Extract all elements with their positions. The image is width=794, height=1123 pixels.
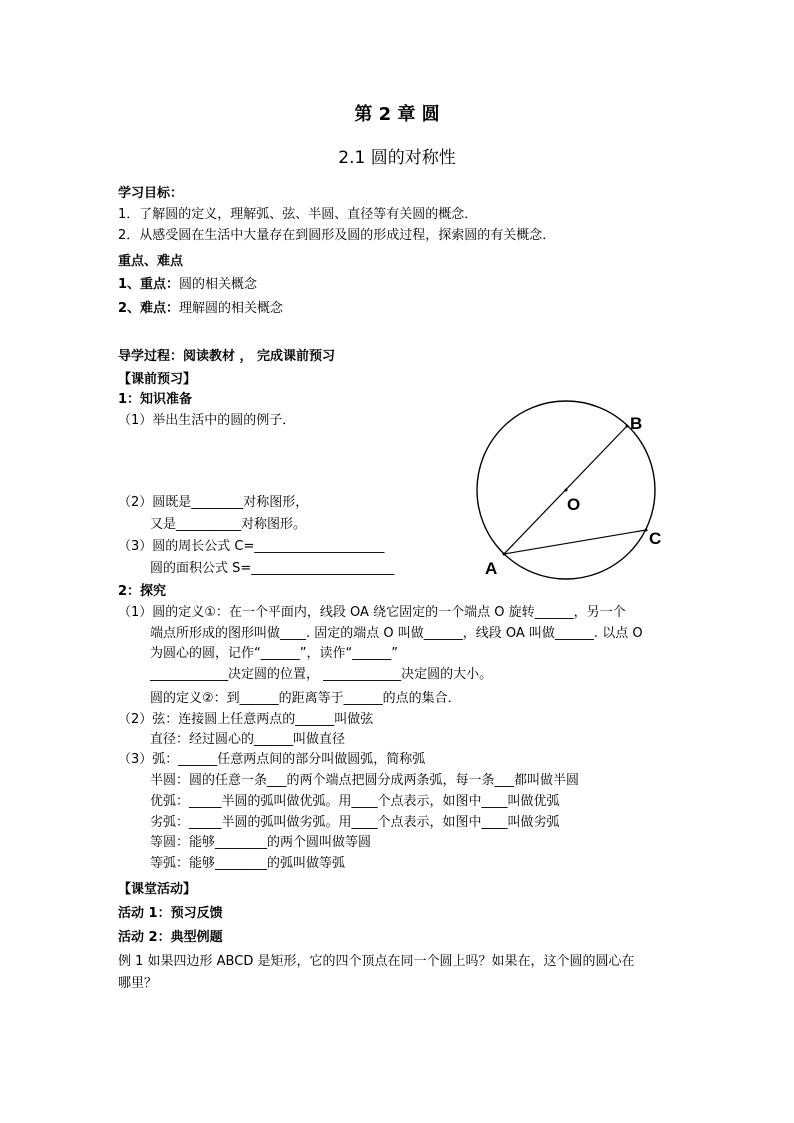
label-c: C	[649, 529, 662, 548]
explore-line: 等弧：能够________的弧叫做等弧	[150, 856, 346, 871]
label-a: A	[485, 559, 498, 578]
explore-line: （2）弦：连接圆上任意两点的______叫做弦	[118, 712, 374, 727]
explore-line: 为圆心的圆，记作“______”，读作“______”	[150, 646, 398, 661]
point-c-dot	[645, 529, 648, 532]
prep-item: 圆的面积公式 S=______________________	[150, 561, 395, 576]
explore-line: 半圆：圆的任意一条___的两个端点把圆分成两条弧，每一条___都叫做半圆	[150, 773, 580, 788]
label-o: O	[567, 495, 581, 514]
prep-item: （3）圆的周长公式 C=____________________	[118, 539, 385, 554]
goal-item: 2．从感受圆在生活中大量存在到圆形及圆的形成过程，探索圆的有关概念．	[118, 228, 556, 243]
explore-heading: 2：探究	[118, 584, 167, 599]
prep-heading: 1：知识准备	[118, 392, 193, 407]
explore-line: ____________决定圆的位置， ____________决定圆的大小。	[150, 667, 493, 682]
goals-heading: 学习目标：	[118, 186, 184, 201]
hard-text: 理解圆的相关概念	[179, 301, 284, 316]
prep-item: 又是__________对称图形。	[150, 517, 307, 532]
explore-line: 等圆：能够________的两个圆叫做等圆	[150, 835, 372, 850]
explore-line: 圆的定义②：到______的距离等于______的点的集合．	[150, 691, 461, 706]
process-heading: 导学过程：阅读教材 ， 完成课前预习	[118, 349, 336, 364]
hard-label: 2、难点：	[118, 301, 180, 316]
activity-2: 活动 2：典型例题	[118, 930, 223, 945]
explore-line: 端点所形成的图形叫做____. 固定的端点 O 叫做______，线段 OA 叫做______. 以点 O	[150, 626, 643, 641]
center-dot	[565, 489, 568, 492]
explore-line: （3）弧：______任意两点间的部分叫做圆弧，简称弧	[118, 752, 426, 767]
activity-1: 活动 1：预习反馈	[118, 906, 223, 921]
prep-item: （1）举出生活中的圆的例子．	[118, 413, 296, 428]
chapter-title: 第 2 章 圆	[354, 104, 440, 125]
key-point-line	[118, 276, 257, 294]
label-b: B	[630, 414, 643, 433]
hard-point-line	[118, 300, 283, 318]
point-a-dot	[503, 553, 506, 556]
prep-item: （2）圆既是________对称图形，	[118, 495, 309, 510]
chord-ac	[504, 530, 646, 554]
key-label: 1、重点：	[118, 277, 180, 292]
example-1-line: 哪里？	[118, 976, 158, 991]
key-points-heading: 重点、难点	[118, 254, 184, 269]
explore-line: （1）圆的定义①：在一个平面内，线段 OA 绕它固定的一个端点 O 旋转______，另一个	[118, 605, 626, 620]
section-title: 2.1 圆的对称性	[338, 148, 456, 168]
classroom-heading: 【课堂活动】	[118, 882, 197, 897]
circle-figure	[460, 395, 680, 595]
explore-line: 直径：经过圆心的______叫做直径	[150, 732, 346, 747]
preview-heading: 【课前预习】	[118, 372, 197, 387]
goal-item: 1．了解圆的定义，理解弧、弦、半圆、直径等有关圆的概念．	[118, 207, 478, 222]
point-b-dot	[626, 425, 629, 428]
explore-line: 优弧：_____半圆的弧叫做优弧。用____个点表示，如图中____叫做优弧	[150, 794, 560, 809]
example-1-line: 例 1 如果四边形 ABCD 是矩形，它的四个顶点在同一个圆上吗？如果在，这个圆的圆心在	[118, 954, 635, 969]
explore-line: 劣弧：_____半圆的弧叫做劣弧。用____个点表示，如图中____叫做劣弧	[150, 815, 560, 830]
key-text: 圆的相关概念	[179, 277, 258, 292]
